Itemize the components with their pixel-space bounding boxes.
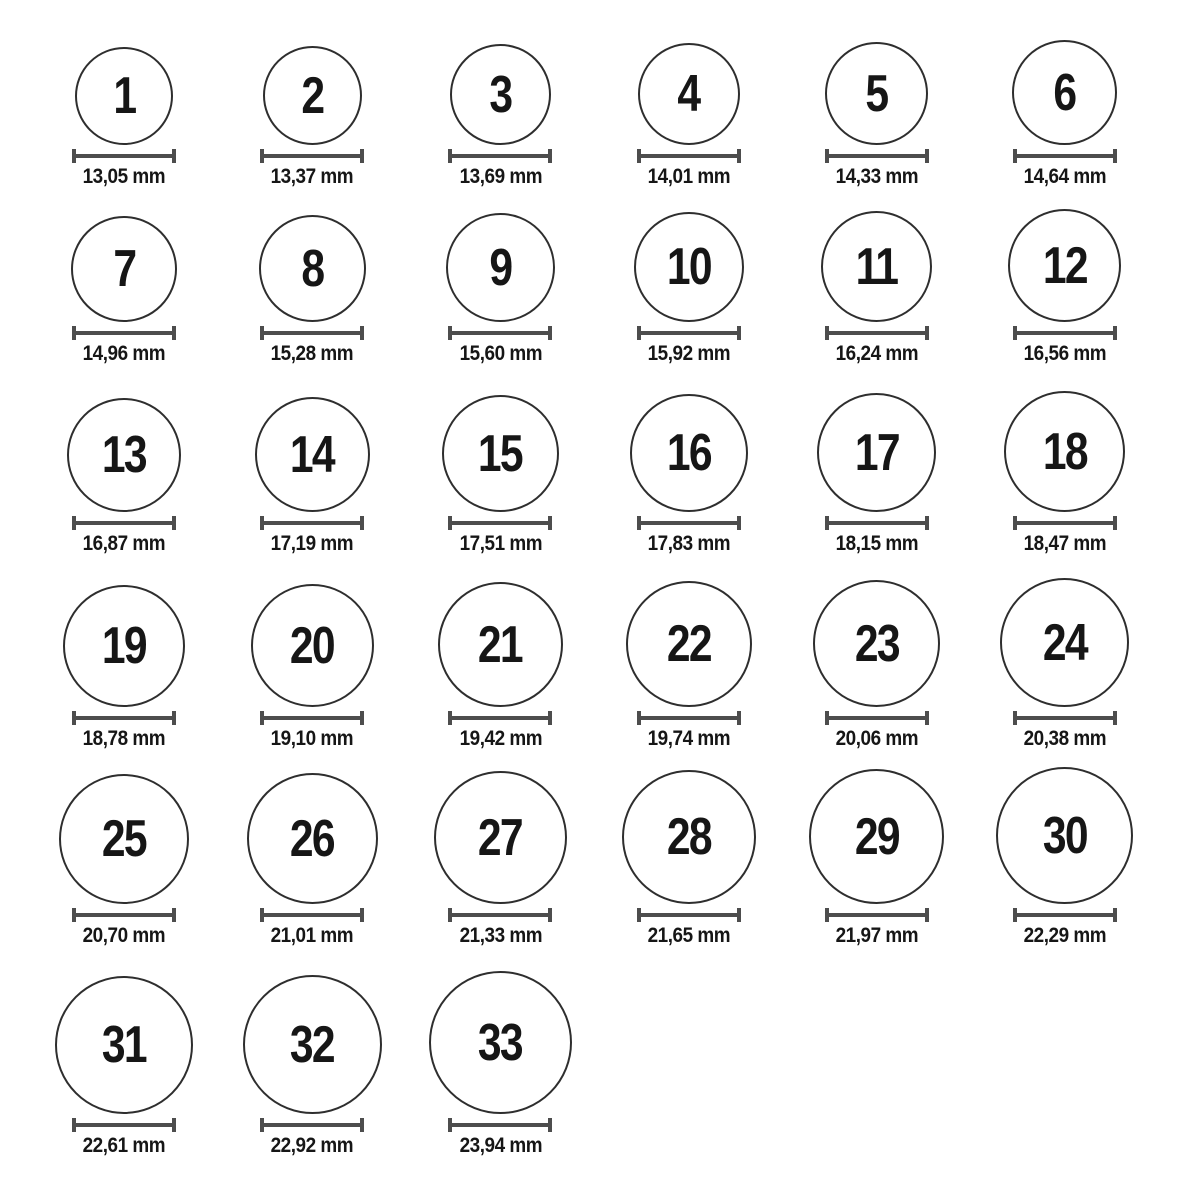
ring-circle bbox=[450, 44, 551, 145]
measure-bar bbox=[641, 716, 737, 720]
diameter-label: 18,47 mm bbox=[1023, 532, 1107, 555]
diameter-measure-line bbox=[260, 908, 364, 922]
ring-size-number: 18 bbox=[1042, 422, 1087, 481]
diameter-measure-line bbox=[825, 711, 929, 725]
measure-bar bbox=[1017, 154, 1113, 158]
ring-size-number: 8 bbox=[301, 239, 324, 298]
ring-size-cell bbox=[783, 188, 971, 365]
measure-bar bbox=[641, 331, 737, 335]
diameter-label: 21,01 mm bbox=[270, 924, 354, 947]
ring-circle bbox=[263, 46, 362, 145]
measure-end-tick-right bbox=[360, 908, 364, 922]
diameter-label: 17,19 mm bbox=[270, 532, 354, 555]
ring-size-cell bbox=[406, 555, 594, 750]
ring-circle bbox=[442, 395, 559, 512]
diameter-label: 22,61 mm bbox=[82, 1134, 166, 1157]
measure-end-tick-right bbox=[360, 326, 364, 340]
measure-end-tick-right bbox=[1113, 149, 1117, 163]
ring-size-number: 1 bbox=[113, 67, 136, 125]
ring-circle bbox=[63, 585, 185, 707]
diameter-measure-line bbox=[825, 516, 929, 530]
diameter-measure-line bbox=[825, 908, 929, 922]
diameter-measure-line bbox=[260, 326, 364, 340]
diameter-label: 13,69 mm bbox=[459, 165, 542, 188]
measure-bar bbox=[264, 716, 360, 720]
measure-bar bbox=[76, 716, 172, 720]
diameter-label: 16,56 mm bbox=[1023, 342, 1107, 365]
ring-size-cell bbox=[218, 0, 406, 188]
ring-size-number: 22 bbox=[666, 615, 711, 673]
measure-end-tick-right bbox=[1113, 711, 1117, 725]
diameter-measure-line bbox=[448, 711, 552, 725]
measure-end-tick-right bbox=[360, 1118, 364, 1132]
measure-bar bbox=[829, 913, 925, 917]
ring-size-cell bbox=[30, 555, 218, 750]
diameter-label: 21,97 mm bbox=[835, 924, 919, 947]
diameter-label: 22,29 mm bbox=[1023, 924, 1107, 947]
ring-circle bbox=[1008, 209, 1121, 322]
diameter-label: 19,42 mm bbox=[459, 727, 542, 750]
diameter-measure-line bbox=[1013, 711, 1117, 725]
diameter-measure-line bbox=[448, 1118, 552, 1132]
measure-bar bbox=[641, 154, 737, 158]
diameter-label: 15,60 mm bbox=[459, 342, 542, 365]
measure-bar bbox=[829, 154, 925, 158]
ring-size-number: 7 bbox=[113, 240, 136, 298]
diameter-measure-line bbox=[637, 711, 741, 725]
diameter-measure-line bbox=[72, 326, 176, 340]
ring-size-number: 21 bbox=[478, 615, 523, 674]
measure-end-tick-right bbox=[1113, 326, 1117, 340]
diameter-measure-line bbox=[825, 149, 929, 163]
measure-bar bbox=[264, 331, 360, 335]
ring-size-cell bbox=[218, 947, 406, 1157]
ring-circle bbox=[247, 773, 378, 904]
measure-end-tick-right bbox=[172, 326, 176, 340]
ring-circle bbox=[429, 971, 572, 1114]
measure-end-tick-right bbox=[548, 1118, 552, 1132]
measure-bar bbox=[1017, 521, 1113, 525]
diameter-label: 19,10 mm bbox=[270, 727, 354, 750]
ring-size-cell bbox=[218, 750, 406, 947]
ring-size-number: 2 bbox=[301, 66, 324, 125]
measure-bar bbox=[829, 716, 925, 720]
ring-size-number: 11 bbox=[855, 237, 898, 296]
measure-bar bbox=[264, 154, 360, 158]
diameter-measure-line bbox=[448, 516, 552, 530]
measure-bar bbox=[1017, 331, 1113, 335]
ring-size-cell bbox=[783, 555, 971, 750]
diameter-label: 14,33 mm bbox=[835, 165, 919, 188]
diameter-label: 14,96 mm bbox=[82, 342, 166, 365]
measure-end-tick-right bbox=[925, 711, 929, 725]
measure-end-tick-right bbox=[737, 516, 741, 530]
ring-size-number: 10 bbox=[666, 238, 711, 296]
diameter-measure-line bbox=[1013, 908, 1117, 922]
ring-circle bbox=[243, 975, 382, 1114]
ring-size-number: 15 bbox=[478, 424, 523, 483]
ring-circle bbox=[626, 581, 752, 707]
ring-circle bbox=[255, 397, 370, 512]
diameter-label: 21,33 mm bbox=[459, 924, 542, 947]
diameter-measure-line bbox=[72, 516, 176, 530]
diameter-label: 16,24 mm bbox=[835, 342, 919, 365]
diameter-label: 20,38 mm bbox=[1023, 727, 1107, 750]
ring-circle bbox=[59, 774, 189, 904]
measure-bar bbox=[641, 913, 737, 917]
ring-size-number: 33 bbox=[478, 1013, 523, 1072]
diameter-measure-line bbox=[260, 149, 364, 163]
diameter-measure-line bbox=[72, 908, 176, 922]
ring-circle bbox=[825, 42, 928, 145]
measure-end-tick-right bbox=[172, 711, 176, 725]
ring-size-cell bbox=[406, 365, 594, 555]
diameter-label: 23,94 mm bbox=[459, 1134, 542, 1157]
measure-end-tick-right bbox=[925, 516, 929, 530]
ring-size-cell bbox=[971, 750, 1159, 947]
measure-end-tick-right bbox=[925, 326, 929, 340]
diameter-label: 21,65 mm bbox=[647, 924, 730, 947]
ring-circle bbox=[55, 976, 193, 1114]
ring-size-cell bbox=[971, 365, 1159, 555]
measure-end-tick-right bbox=[737, 711, 741, 725]
measure-end-tick-right bbox=[737, 908, 741, 922]
diameter-label: 17,51 mm bbox=[459, 532, 542, 555]
ring-size-number: 9 bbox=[489, 238, 512, 297]
ring-circle bbox=[821, 211, 932, 322]
measure-end-tick-right bbox=[1113, 908, 1117, 922]
ring-circle bbox=[1000, 578, 1129, 707]
measure-end-tick-right bbox=[548, 149, 552, 163]
ring-size-cell bbox=[406, 0, 594, 188]
ring-size-cell bbox=[783, 750, 971, 947]
diameter-measure-line bbox=[260, 516, 364, 530]
ring-circle bbox=[622, 770, 756, 904]
ring-circle bbox=[634, 212, 744, 322]
measure-bar bbox=[76, 331, 172, 335]
measure-end-tick-right bbox=[172, 1118, 176, 1132]
ring-size-number: 19 bbox=[102, 617, 147, 675]
ring-size-cell bbox=[30, 750, 218, 947]
diameter-label: 16,87 mm bbox=[82, 532, 166, 555]
measure-end-tick-right bbox=[548, 908, 552, 922]
diameter-label: 18,78 mm bbox=[82, 727, 166, 750]
ring-circle bbox=[813, 580, 940, 707]
ring-size-cell bbox=[30, 365, 218, 555]
diameter-label: 13,05 mm bbox=[82, 165, 166, 188]
diameter-label: 13,37 mm bbox=[270, 165, 354, 188]
ring-size-number: 12 bbox=[1042, 236, 1087, 295]
measure-end-tick-right bbox=[172, 516, 176, 530]
measure-bar bbox=[264, 1123, 360, 1127]
ring-size-number: 20 bbox=[290, 616, 335, 675]
ring-circle bbox=[1012, 40, 1117, 145]
measure-bar bbox=[829, 331, 925, 335]
measure-bar bbox=[452, 154, 548, 158]
measure-bar bbox=[264, 913, 360, 917]
diameter-label: 14,64 mm bbox=[1023, 165, 1107, 188]
diameter-measure-line bbox=[448, 326, 552, 340]
ring-circle bbox=[434, 771, 567, 904]
ring-circle bbox=[817, 393, 936, 512]
ring-size-number: 24 bbox=[1042, 613, 1087, 672]
diameter-measure-line bbox=[260, 711, 364, 725]
measure-bar bbox=[829, 521, 925, 525]
ring-size-cell bbox=[30, 188, 218, 365]
ring-size-number: 17 bbox=[854, 423, 899, 482]
measure-bar bbox=[264, 521, 360, 525]
ring-size-cell bbox=[30, 0, 218, 188]
diameter-measure-line bbox=[637, 516, 741, 530]
ring-size-number: 32 bbox=[290, 1015, 335, 1074]
measure-bar bbox=[76, 913, 172, 917]
measure-bar bbox=[452, 913, 548, 917]
diameter-measure-line bbox=[637, 149, 741, 163]
ring-size-cell bbox=[406, 750, 594, 947]
diameter-label: 14,01 mm bbox=[647, 165, 730, 188]
ring-size-number: 4 bbox=[677, 65, 700, 123]
ring-size-cell bbox=[595, 365, 783, 555]
measure-end-tick-right bbox=[360, 711, 364, 725]
ring-size-number: 3 bbox=[489, 65, 512, 124]
ring-size-cell bbox=[971, 188, 1159, 365]
measure-bar bbox=[641, 521, 737, 525]
ring-size-cell bbox=[971, 555, 1159, 750]
diameter-label: 18,15 mm bbox=[835, 532, 919, 555]
measure-end-tick-right bbox=[737, 149, 741, 163]
ring-size-number: 14 bbox=[290, 425, 335, 484]
ring-size-number: 27 bbox=[478, 808, 523, 867]
measure-bar bbox=[1017, 913, 1113, 917]
ring-size-cell bbox=[971, 0, 1159, 188]
ring-size-cell bbox=[406, 188, 594, 365]
ring-size-number: 31 bbox=[102, 1016, 147, 1074]
ring-size-cell bbox=[218, 365, 406, 555]
measure-end-tick-right bbox=[548, 516, 552, 530]
diameter-measure-line bbox=[448, 149, 552, 163]
measure-end-tick-right bbox=[172, 149, 176, 163]
measure-bar bbox=[452, 331, 548, 335]
measure-end-tick-right bbox=[925, 149, 929, 163]
ring-circle bbox=[446, 213, 555, 322]
measure-bar bbox=[452, 716, 548, 720]
ring-circle bbox=[438, 582, 563, 707]
diameter-measure-line bbox=[637, 326, 741, 340]
ring-circle bbox=[259, 215, 366, 322]
ring-circle bbox=[809, 769, 944, 904]
ring-size-number: 26 bbox=[290, 809, 335, 868]
diameter-measure-line bbox=[72, 149, 176, 163]
ring-circle bbox=[996, 767, 1133, 904]
ring-size-cell bbox=[595, 750, 783, 947]
ring-circle bbox=[67, 398, 181, 512]
diameter-label: 15,92 mm bbox=[647, 342, 730, 365]
ring-size-number: 6 bbox=[1053, 63, 1076, 122]
measure-bar bbox=[76, 1123, 172, 1127]
measure-end-tick-right bbox=[1113, 516, 1117, 530]
measure-bar bbox=[1017, 716, 1113, 720]
ring-size-number: 29 bbox=[854, 807, 899, 866]
ring-size-number: 16 bbox=[666, 424, 711, 482]
ring-circle bbox=[71, 216, 177, 322]
ring-size-number: 25 bbox=[102, 810, 147, 868]
ring-size-cell bbox=[595, 188, 783, 365]
measure-end-tick-right bbox=[548, 326, 552, 340]
diameter-measure-line bbox=[260, 1118, 364, 1132]
ring-size-number: 23 bbox=[854, 614, 899, 673]
diameter-measure-line bbox=[72, 711, 176, 725]
ring-size-number: 30 bbox=[1042, 806, 1087, 865]
ring-size-number: 28 bbox=[666, 808, 711, 866]
ring-circle bbox=[75, 47, 173, 145]
measure-end-tick-right bbox=[172, 908, 176, 922]
diameter-measure-line bbox=[825, 326, 929, 340]
measure-end-tick-right bbox=[360, 516, 364, 530]
diameter-label: 15,28 mm bbox=[270, 342, 354, 365]
ring-size-cell bbox=[595, 0, 783, 188]
diameter-label: 20,70 mm bbox=[82, 924, 166, 947]
diameter-measure-line bbox=[1013, 326, 1117, 340]
diameter-label: 20,06 mm bbox=[835, 727, 919, 750]
measure-end-tick-right bbox=[925, 908, 929, 922]
measure-bar bbox=[452, 521, 548, 525]
ring-circle bbox=[1004, 391, 1125, 512]
diameter-measure-line bbox=[1013, 516, 1117, 530]
ring-size-cell bbox=[406, 947, 594, 1157]
ring-size-number: 13 bbox=[102, 426, 147, 484]
ring-size-cell bbox=[30, 947, 218, 1157]
diameter-measure-line bbox=[1013, 149, 1117, 163]
diameter-label: 22,92 mm bbox=[270, 1134, 354, 1157]
diameter-measure-line bbox=[637, 908, 741, 922]
ring-size-cell bbox=[783, 0, 971, 188]
diameter-label: 17,83 mm bbox=[647, 532, 730, 555]
ring-circle bbox=[638, 43, 740, 145]
measure-end-tick-right bbox=[360, 149, 364, 163]
diameter-measure-line bbox=[72, 1118, 176, 1132]
measure-end-tick-right bbox=[548, 711, 552, 725]
ring-size-cell bbox=[218, 555, 406, 750]
measure-bar bbox=[452, 1123, 548, 1127]
measure-bar bbox=[76, 521, 172, 525]
ring-circle bbox=[251, 584, 374, 707]
measure-bar bbox=[76, 154, 172, 158]
measure-end-tick-right bbox=[737, 326, 741, 340]
ring-circle bbox=[630, 394, 748, 512]
ring-size-cell bbox=[595, 555, 783, 750]
ring-size-number: 5 bbox=[865, 64, 888, 123]
ring-size-cell bbox=[783, 365, 971, 555]
diameter-measure-line bbox=[448, 908, 552, 922]
ring-size-cell bbox=[218, 188, 406, 365]
diameter-label: 19,74 mm bbox=[647, 727, 730, 750]
